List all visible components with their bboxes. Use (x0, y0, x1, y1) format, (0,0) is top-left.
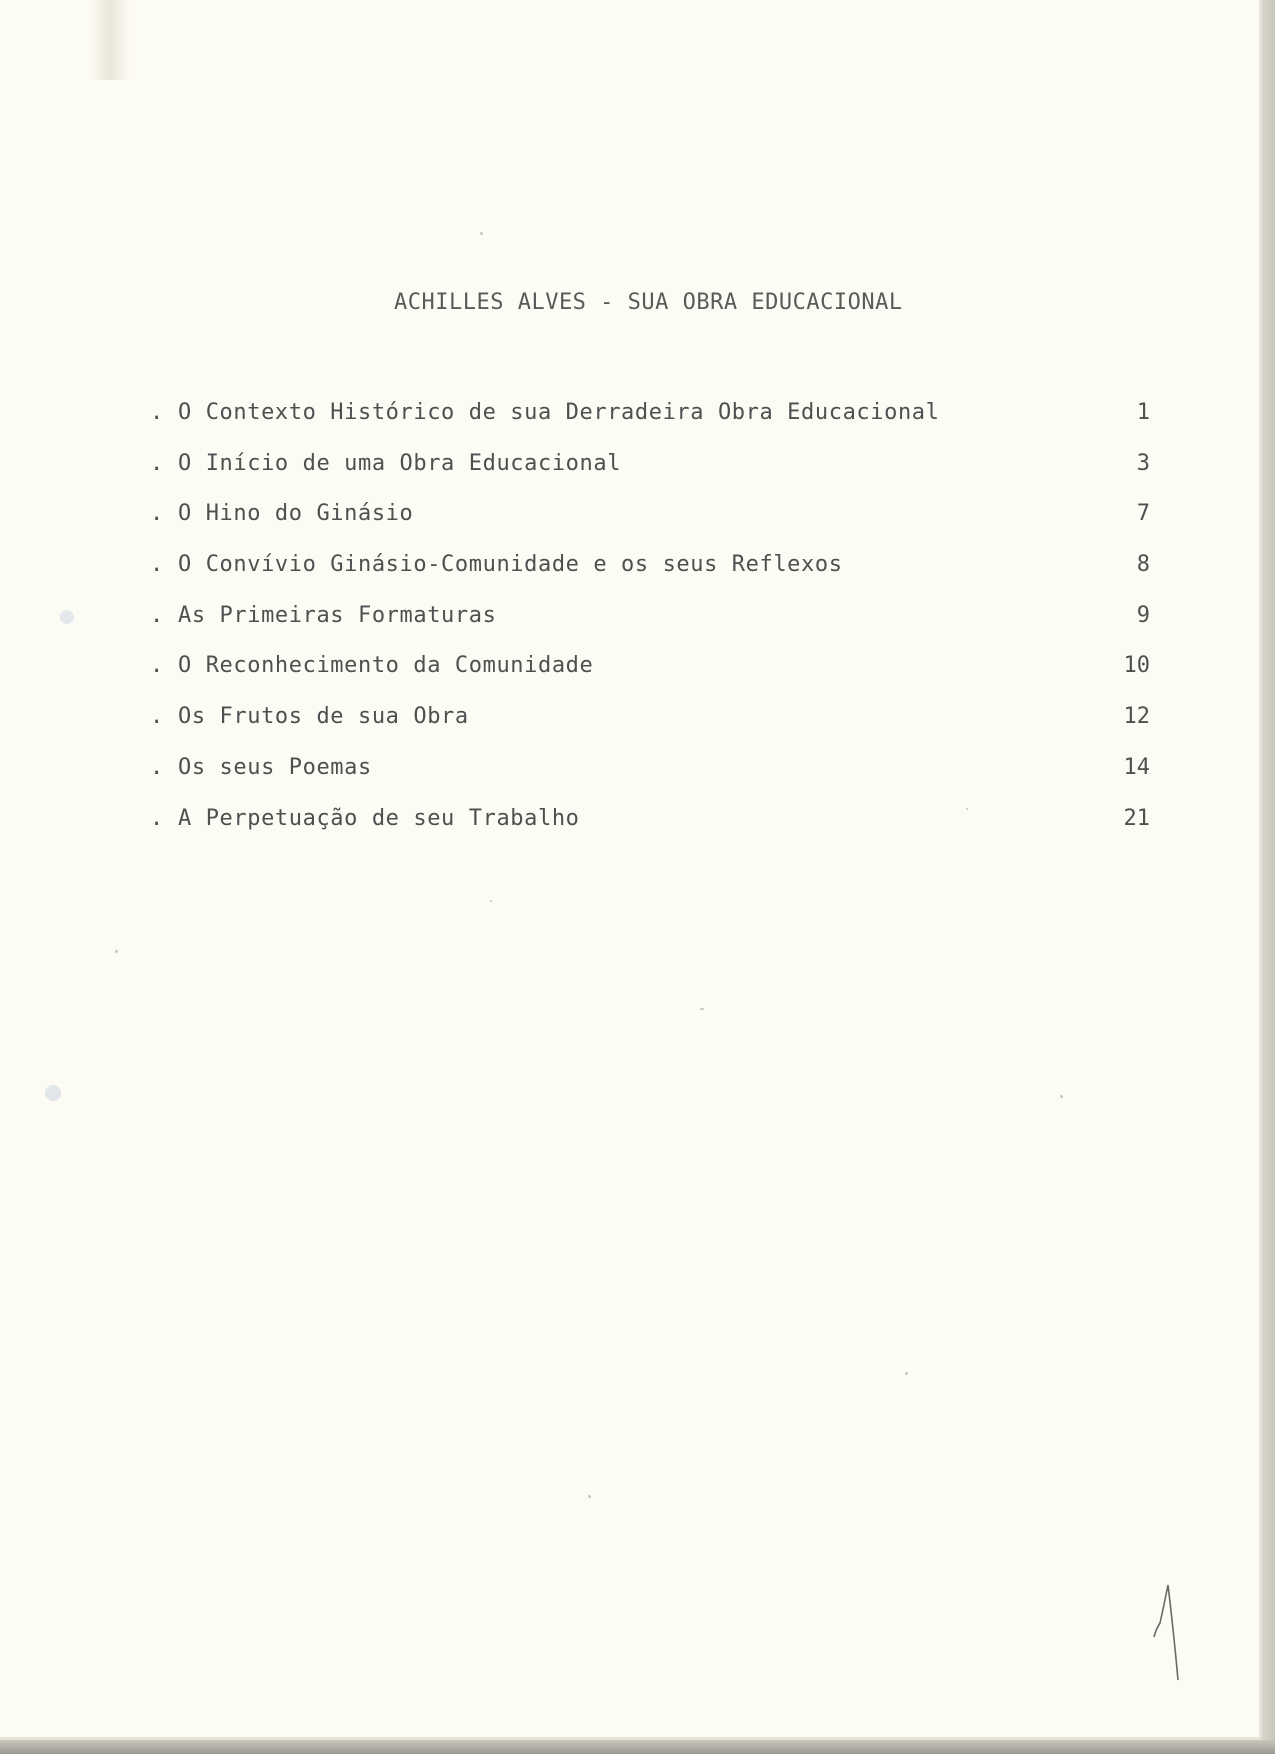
toc-entry-page: 8 (1136, 552, 1150, 578)
toc-bullet: . (150, 805, 164, 831)
toc-entry-title: O Hino do Ginásio (178, 501, 414, 527)
document-title: ACHILLES ALVES - SUA OBRA EDUCACIONAL (394, 290, 903, 315)
toc-entry-page: 21 (1123, 805, 1150, 831)
toc-entry-title: As Primeiras Formaturas (178, 602, 497, 628)
pencil-mark-icon (1150, 1575, 1190, 1685)
toc-entry (150, 755, 1150, 806)
toc-entry-title: O Contexto Histórico de sua Derradeira Obra Educacional (178, 400, 940, 425)
toc-entry-page: 12 (1123, 704, 1150, 730)
toc-bullet: . (150, 450, 164, 476)
scan-speck (966, 808, 968, 810)
scan-speck (588, 1495, 591, 1498)
toc-bullet: . (150, 552, 164, 578)
scan-speck (490, 900, 492, 902)
toc-entry-page: 9 (1136, 602, 1150, 628)
toc-bullet: . (150, 602, 164, 628)
toc-bullet: . (150, 501, 164, 527)
page-bottom-edge (0, 1740, 1275, 1754)
scan-speck (45, 1085, 61, 1101)
scan-speck (905, 1372, 908, 1375)
toc-entry (150, 704, 1150, 755)
toc-entry-title: Os seus Poemas (178, 754, 372, 780)
toc-entry (150, 400, 1150, 451)
toc-entry-page: 7 (1136, 501, 1150, 527)
table-of-contents (150, 400, 1150, 856)
toc-entry (150, 806, 1150, 857)
tape-mark (90, 0, 130, 80)
toc-bullet: . (150, 704, 164, 730)
toc-bullet: . (150, 400, 164, 425)
toc-entry-title: O Início de uma Obra Educacional (178, 450, 622, 476)
toc-bullet: . (150, 754, 164, 780)
toc-entry-title: O Reconhecimento da Comunidade (178, 653, 594, 679)
toc-entry-page: 1 (1136, 400, 1150, 425)
toc-entry (150, 653, 1150, 704)
toc-entry-title: A Perpetuação de seu Trabalho (178, 805, 580, 831)
toc-bullet: . (150, 653, 164, 679)
scan-speck (115, 950, 118, 953)
toc-entry (150, 451, 1150, 502)
scan-speck (60, 610, 74, 624)
toc-entry (150, 552, 1150, 603)
toc-entry-page: 10 (1123, 653, 1150, 679)
scan-speck (700, 1008, 704, 1010)
toc-entry (150, 603, 1150, 654)
toc-entry-page: 14 (1123, 754, 1150, 780)
toc-entry-title: Os Frutos de sua Obra (178, 704, 469, 730)
page-right-edge (1262, 0, 1275, 1754)
scan-speck (1060, 1095, 1063, 1098)
scan-speck (480, 232, 483, 235)
toc-entry-title: O Convívio Ginásio-Comunidade e os seus Reflexos (178, 552, 843, 578)
toc-entry (150, 501, 1150, 552)
toc-entry-page: 3 (1136, 450, 1150, 476)
